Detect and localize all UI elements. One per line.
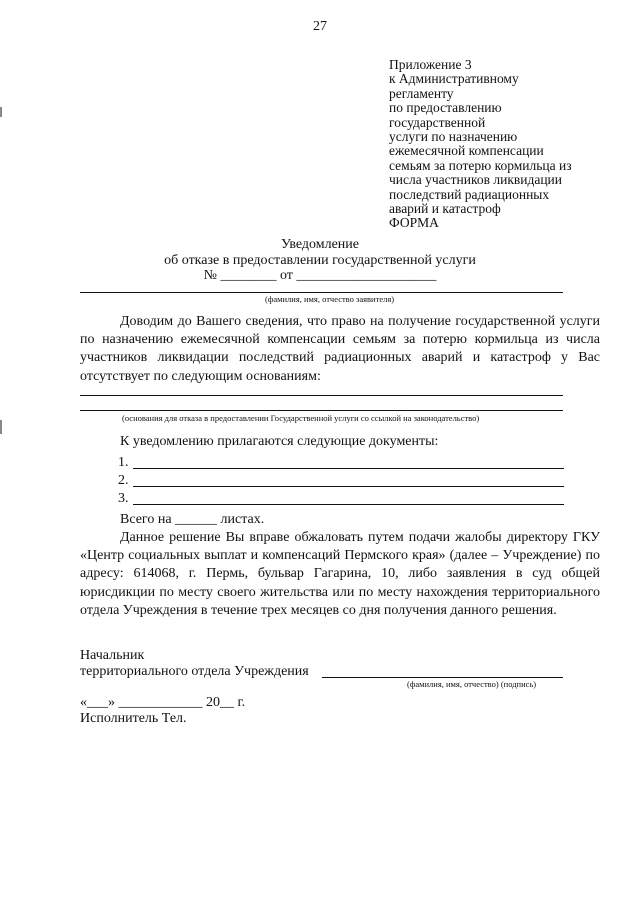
grounds-caption: (основания для отказа в предоставлении Государственной услуги со ссылкой на законодательство)	[122, 413, 480, 423]
appendix-line: по предоставлению	[389, 100, 502, 116]
appendix-header	[389, 58, 572, 231]
notice-title: Уведомление	[280, 237, 359, 252]
grounds-line-1	[80, 395, 563, 396]
notice-number-line: № ________ от ____________________	[203, 268, 437, 283]
appendix-line: Приложение 3	[389, 57, 472, 72]
attachment-number: 3.	[118, 491, 129, 506]
appendix-line: к Административному	[389, 71, 519, 87]
attachment-number: 1.	[118, 455, 129, 470]
appendix-line: услуги по назначению	[389, 129, 518, 145]
date-line: «___» ____________ 20__ г.	[80, 695, 246, 710]
scan-mark	[0, 420, 2, 434]
appendix-line: государственной	[389, 114, 486, 130]
appendix-line: последствий радиационных	[389, 186, 550, 202]
attachment-line-2	[133, 486, 564, 487]
appendix-line: ежемесячной компенсации	[389, 143, 544, 159]
attachments-total: Всего на ______ листах.	[120, 512, 265, 527]
appeal-paragraph: Данное решение Вы вправе обжаловать путем подачи жалобы директору ГКУ «Центр социальных выплат и компенсаций Пермского края» (далее – Учреждение) по адресу: 614068, г. Пермь, бульвар Гагарина, 10, либо заявления в суд общей юрисдикции по месту своего жительства или по месту нахождения территориального отдела Учреждения в течение трех месяцев со дня получения данного решения.	[80, 530, 600, 618]
attachments-intro: К уведомлению прилагаются следующие документы:	[120, 434, 439, 449]
grounds-line-2	[80, 410, 563, 411]
appendix-line: семьям за потерю кормильца из	[389, 157, 572, 173]
appendix-line: регламенту	[389, 85, 454, 101]
signature-position-line1: Начальник	[80, 648, 145, 663]
scan-mark	[0, 107, 2, 117]
attachment-number: 2.	[118, 473, 129, 488]
page-number: 27	[313, 19, 327, 34]
appendix-line: числа участников ликвидации	[389, 172, 563, 188]
form-label: ФОРМА	[389, 215, 439, 231]
applicant-caption: (фамилия, имя, отчество заявителя)	[265, 294, 395, 304]
attachment-line-3	[133, 504, 564, 505]
appendix-line: аварий и катастроф	[389, 201, 501, 217]
signature-position-line2: территориального отдела Учреждения	[80, 664, 309, 679]
signature-caption: (фамилия, имя, отчество) (подпись)	[407, 679, 537, 689]
executor-line: Исполнитель Тел.	[80, 711, 187, 726]
main-paragraph: Доводим до Вашего сведения, что право на получение государственной услуги по назначению ежемесячной компенсации семьям за потерю кормильца из числа участников ликвидации последствий радиационных аварий и катастроф у Вас отсутствует по следующим основаниям:	[80, 314, 600, 384]
signature-line	[322, 677, 563, 678]
attachment-line-1	[133, 468, 564, 469]
notice-subtitle: об отказе в предоставлении государственной услуги	[164, 253, 476, 268]
applicant-name-line	[80, 292, 563, 293]
